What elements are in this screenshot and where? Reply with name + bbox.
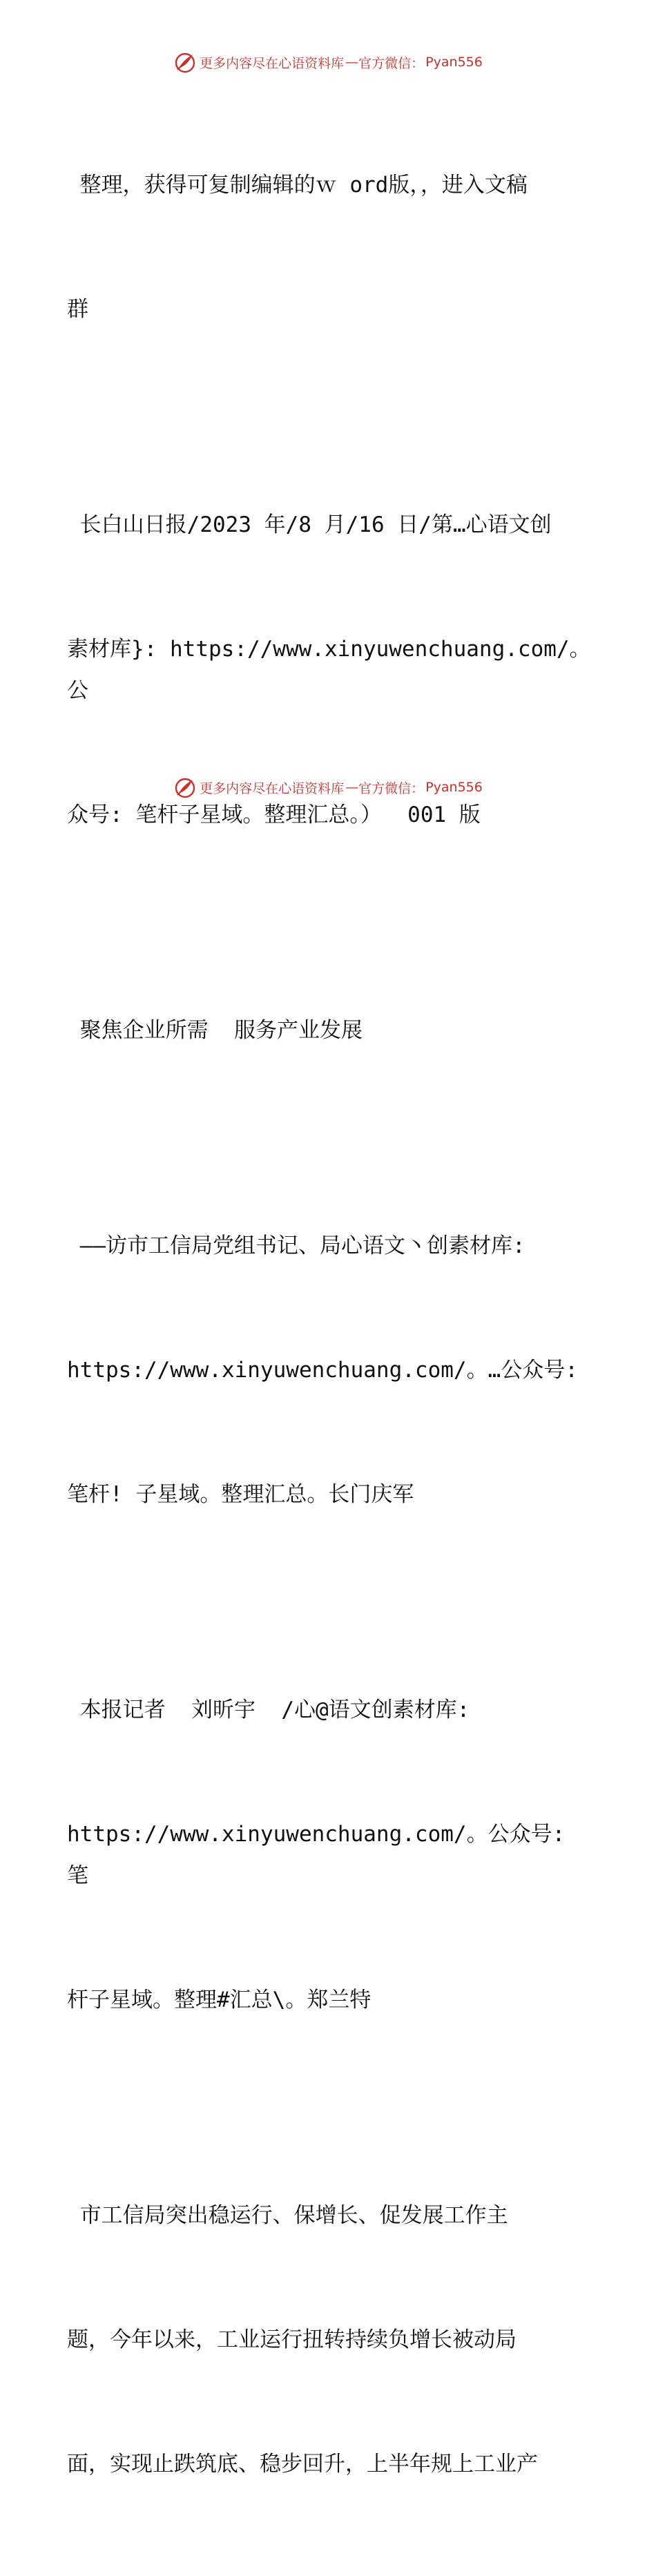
footer-separator: — (345, 780, 359, 795)
header-promo-text: 更多内容尽在心语资料库 (200, 55, 345, 71)
text-line: 群 (67, 297, 88, 322)
paragraph (67, 1606, 592, 2104)
paragraph (67, 927, 592, 1134)
text-line: 众号: 笔杆子星域。整理汇总。） 001 版 (67, 802, 481, 827)
paragraph (67, 81, 592, 413)
text-line: 笔杆! 子星域。整理汇总。长门庆军 (67, 1482, 414, 1507)
text-line: https://www.xinyuwenchuang.com/。公众号: 笔 (67, 1822, 578, 1888)
body-text (67, 81, 592, 2576)
header-official-label: 官方微信： (358, 55, 425, 71)
footer-promo-text: 更多内容尽在心语资料库 (200, 780, 345, 796)
text-line: 市工信局突出稳运行、保增长、促发展工作主 (67, 2203, 508, 2228)
footer-banner (0, 773, 656, 801)
header-handle: Pyan556 (425, 55, 483, 70)
text-line: 面，实现止跌筑底、稳步回升，上半年规上工业产 (67, 2452, 538, 2477)
paragraph (67, 1142, 592, 1598)
text-line: 整理，获得可复制编辑的ｗ ord版，，进入文稿 (67, 173, 528, 198)
text-line: 聚焦企业所需 服务产业发展 (67, 1018, 363, 1043)
text-line: 本报记者 刘昕宇 /心@语文创素材库: (67, 1698, 470, 1722)
text-line: https://www.xinyuwenchuang.com/。…公众号: (67, 1358, 578, 1383)
header-separator: — (345, 55, 359, 70)
text-line: 素材库}: https://www.xinyuwenchuang.com/。公 (67, 637, 591, 703)
paragraph (67, 421, 592, 919)
quill-logo-icon (173, 776, 197, 799)
text-line: 长白山日报/2023 年/8 月/16 日/第…心语文创 (67, 512, 552, 537)
paragraph (67, 2112, 592, 2568)
text-line: 题，今年以来，工业运行扭转持续负增长被动局 (67, 2327, 517, 2352)
footer-handle: Pyan556 (425, 780, 483, 795)
text-line: 杆子星域。整理#汇总\。郑兰特 (67, 1988, 372, 2012)
footer-official-label: 官方微信： (358, 780, 425, 796)
text-line: ——访市工信局党组书记、局心语文丶创素材库: (67, 1233, 525, 1258)
header-banner (0, 48, 656, 76)
quill-logo-icon (173, 50, 197, 74)
